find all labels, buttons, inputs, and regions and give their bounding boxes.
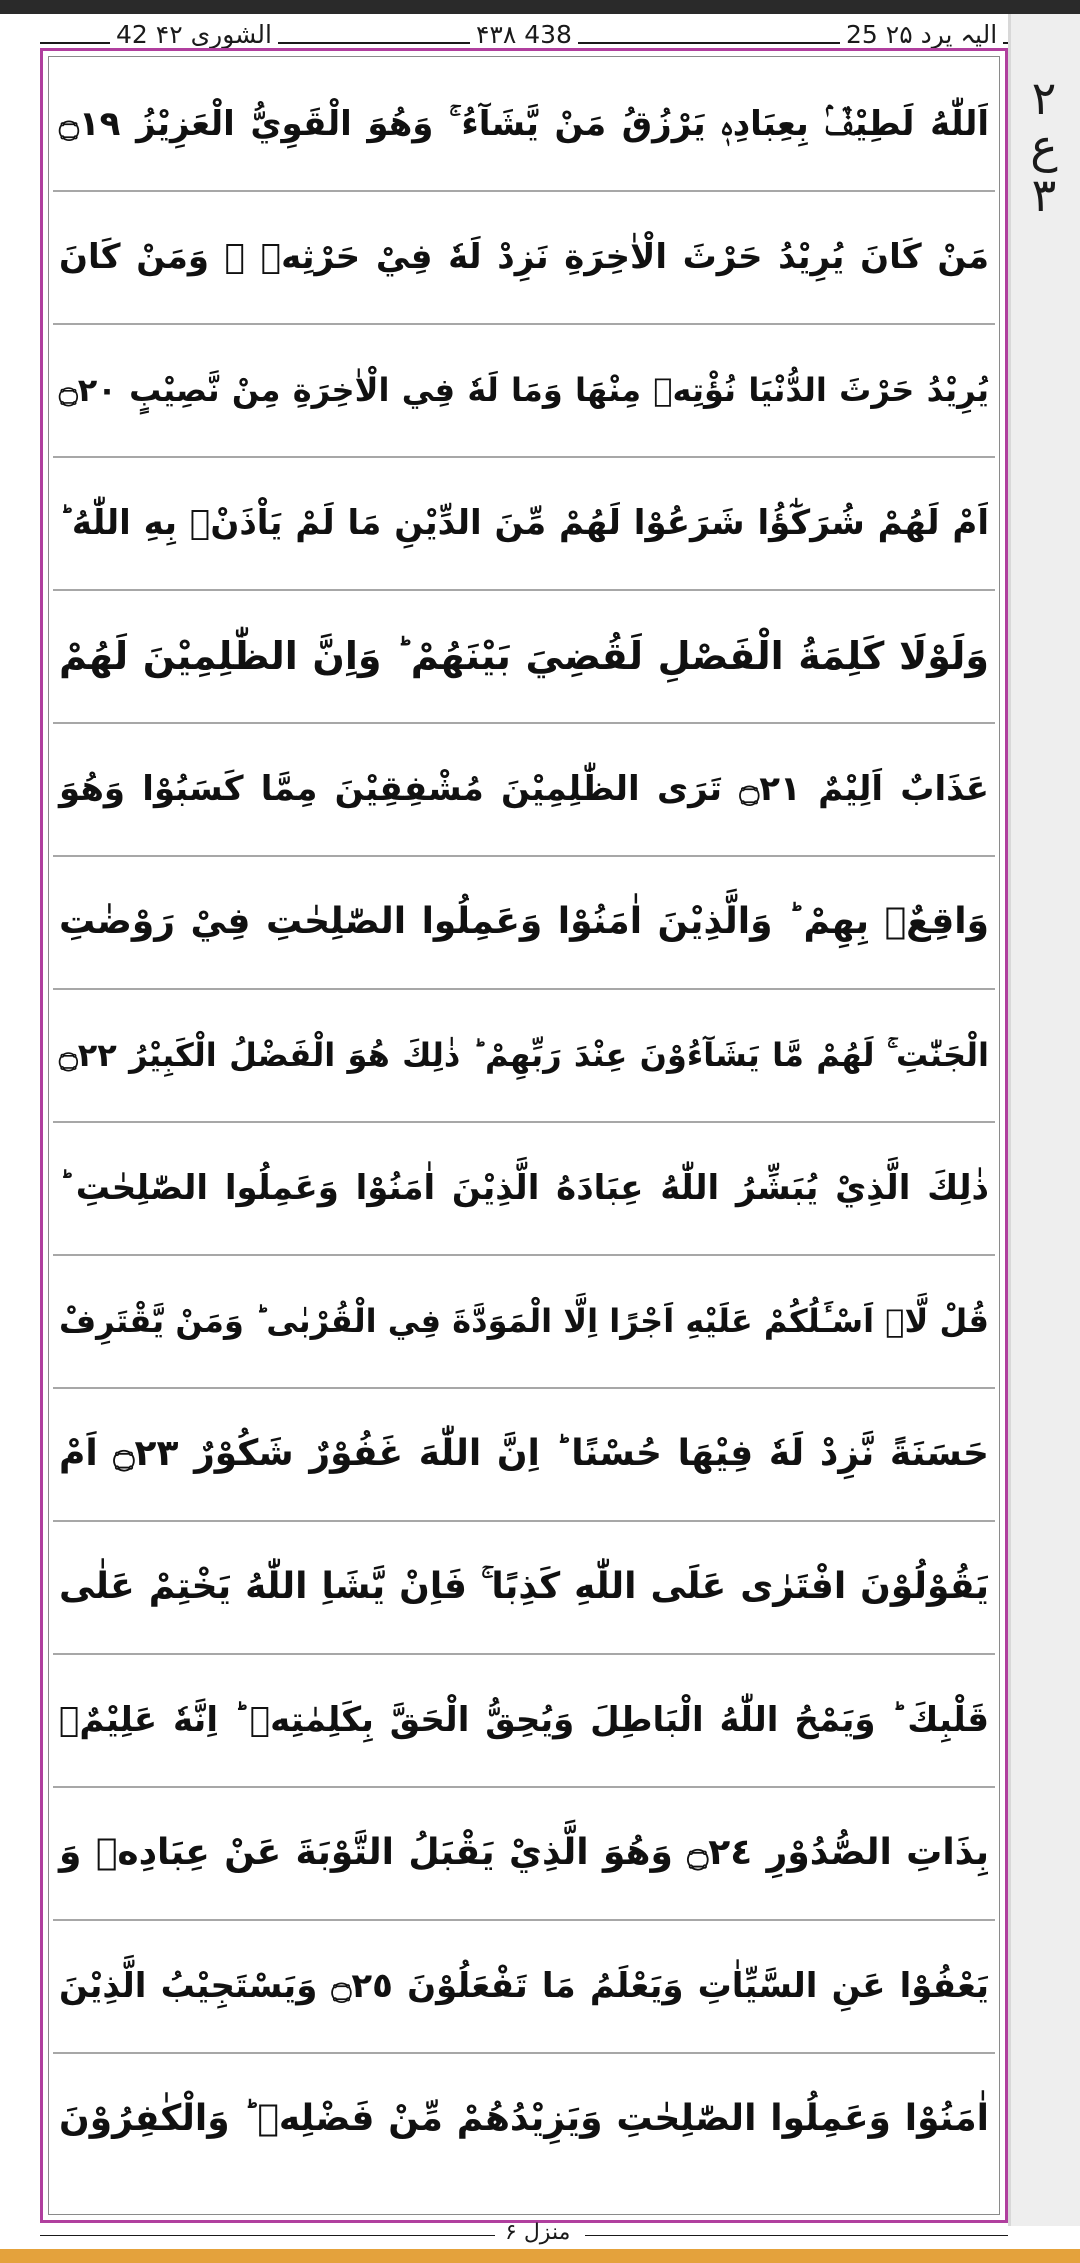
verse-line: قَلْبِكَ ؕ وَيَمْحُ اللّٰهُ الْبَاطِلَ وَيُحِقُّ الْحَقَّ بِكَلِمٰتِهٖ ؕ اِنَّهٗ عَلِيْمٌۢ bbox=[53, 1655, 995, 1788]
page-edge bbox=[1008, 14, 1011, 2240]
verse-line: يَقُوْلُوْنَ افْتَرٰى عَلَى اللّٰهِ كَذِبًا ۚ فَاِنْ يَّشَاِ اللّٰهُ يَخْتِمْ عَلٰى bbox=[53, 1522, 995, 1655]
juz-label: 25 الیہ یرد ۲۵ bbox=[840, 18, 1003, 52]
text-frame bbox=[40, 48, 1008, 2223]
bottom-accent-band bbox=[0, 2249, 1080, 2263]
verse-line: حَسَنَةً نَّزِدْ لَهٗ فِيْهَا حُسْنًا ؕ اِنَّ اللّٰهَ غَفُوْرٌ شَكُوْرٌ ۝٢٣ اَمْ bbox=[53, 1389, 995, 1522]
verse-line: مَنْ كَانَ يُرِيْدُ حَرْثَ الْاٰخِرَةِ نَزِدْ لَهٗ فِيْ حَرْثِهٖ ۚ وَمَنْ كَانَ bbox=[53, 192, 995, 325]
verse-line: يُرِيْدُ حَرْثَ الدُّنْيَا نُؤْتِهٖ مِنْهَا وَمَا لَهٗ فِي الْاٰخِرَةِ مِنْ نَّصِيْبٍ ۝٢٠ bbox=[53, 325, 995, 458]
verse-line: الْجَنّٰتِ ۚ لَهُمْ مَّا يَشَآءُوْنَ عِنْدَ رَبِّهِمْ ؕ ذٰلِكَ هُوَ الْفَضْلُ الْكَبِيْرُ ۝٢٢ bbox=[53, 990, 995, 1123]
surah-label: 42 الشوری ۴۲ bbox=[110, 18, 278, 52]
verse-line: اَللّٰهُ لَطِيْفٌۢ بِعِبَادِهٖ يَرْزُقُ مَنْ يَّشَآءُ ۚ وَهُوَ الْقَوِيُّ الْعَزِيْزُ ۝١٩ bbox=[53, 59, 995, 192]
footer-rule-left bbox=[40, 2235, 495, 2236]
page-right-margin bbox=[1008, 14, 1080, 2240]
ruku-marker: ۲ ع ۳ bbox=[1030, 71, 1058, 222]
verse-line: بِذَاتِ الصُّدُوْرِ ۝٢٤ وَهُوَ الَّذِيْ يَقْبَلُ التَّوْبَةَ عَنْ عِبَادِهٖ وَ bbox=[53, 1788, 995, 1921]
verse-line: قُلْ لَّاۤ اَسْـَٔلُكُمْ عَلَيْهِ اَجْرًا اِلَّا الْمَوَدَّةَ فِي الْقُرْبٰى ؕ وَمَنْ يَّقْتَرِفْ bbox=[53, 1256, 995, 1389]
verse-line: يَعْفُوْا عَنِ السَّيِّاٰتِ وَيَعْلَمُ مَا تَفْعَلُوْنَ ۝٢٥ وَيَسْتَجِيْبُ الَّذِيْنَ bbox=[53, 1921, 995, 2054]
verse-lines bbox=[53, 59, 995, 2187]
verse-line: ذٰلِكَ الَّذِيْ يُبَشِّرُ اللّٰهُ عِبَادَهُ الَّذِيْنَ اٰمَنُوْا وَعَمِلُوا الصّٰلِحٰتِ ؕ bbox=[53, 1123, 995, 1256]
top-status-strip bbox=[0, 0, 1080, 14]
manzil-label: منزل ۶ bbox=[505, 2220, 571, 2245]
verse-line: وَاقِعٌۢ بِهِمْ ؕ وَالَّذِيْنَ اٰمَنُوْا وَعَمِلُوا الصّٰلِحٰتِ فِيْ رَوْضٰتِ bbox=[53, 857, 995, 990]
verse-line: اٰمَنُوْا وَعَمِلُوا الصّٰلِحٰتِ وَيَزِيْدُهُمْ مِّنْ فَضْلِهٖ ؕ وَالْكٰفِرُوْنَ bbox=[59, 2098, 989, 2139]
footer-rule-right bbox=[585, 2235, 1008, 2236]
verse-line: عَذَابٌ اَلِيْمٌ ۝٢١ تَرَى الظّٰلِمِيْنَ مُشْفِقِيْنَ مِمَّا كَسَبُوْا وَهُوَ bbox=[53, 724, 995, 857]
page-number: ۴۳۸ 438 bbox=[470, 18, 578, 52]
verse-line: وَلَوْلَا كَلِمَةُ الْفَصْلِ لَقُضِيَ بَيْنَهُمْ ؕ وَاِنَّ الظّٰلِمِيْنَ لَهُمْ bbox=[53, 591, 995, 724]
verse-line: اَمْ لَهُمْ شُرَكٰٓؤُا شَرَعُوْا لَهُمْ مِّنَ الدِّيْنِ مَا لَمْ يَاْذَنْۢ بِهِ اللّٰهُ ؕ bbox=[53, 458, 995, 591]
